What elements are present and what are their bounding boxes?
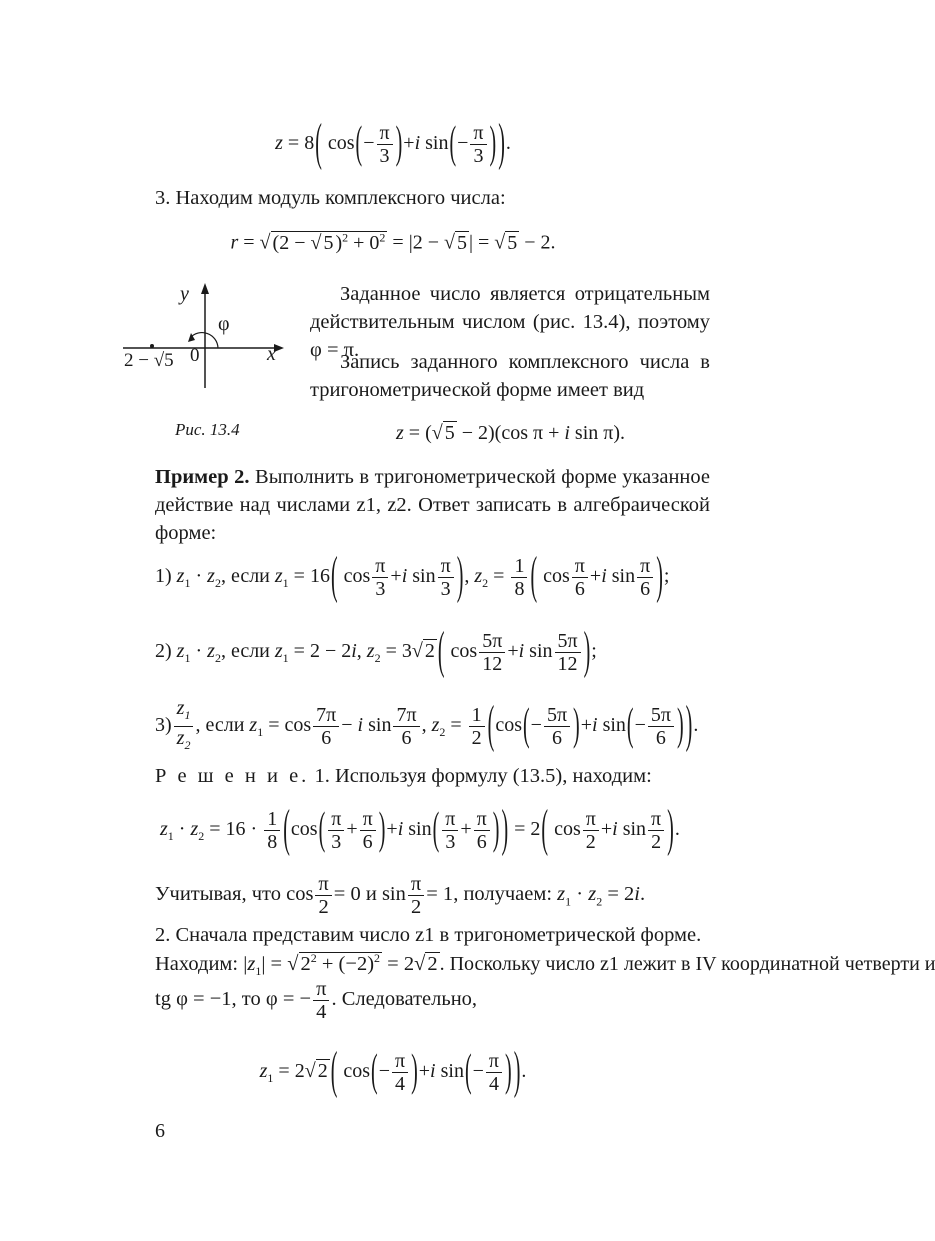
formula-trig: z = (√ 5 − 2)(cos π + i sin π). <box>396 422 626 444</box>
origin-label: 0 <box>190 345 200 366</box>
step2-text: 2. Сначала представим число z1 в тригонометрической форме. <box>155 924 702 946</box>
tg-line: tg φ = −1, то φ = − $\frac{\pi}{4}$ . Следовательно, <box>155 978 478 1023</box>
formula-z1-final: $z_1 = 2√$ 2 ( cos(− $\frac{\pi}{4}$ )+i sin(− $\frac{\pi}{4}$ ) ). <box>259 1042 527 1100</box>
point-marker <box>150 344 154 348</box>
y-axis-arrow-icon <box>201 283 209 294</box>
formula-r: r = √ (2 − √ 5 )$^2 + 0^2 = |2$ − √ 5 | = √ 5 − 2. <box>230 230 556 254</box>
example2-text: Выполнить в тригонометрической форме указанное действие над числами z1, z2. Ответ записать в алгебраической форме: <box>155 466 710 544</box>
solution-text: 1. Используя формулу (13.5), находим: <box>314 765 652 787</box>
solution-label: Р е ш е н и е. <box>155 765 310 787</box>
example2-label: Пример 2. <box>155 466 250 488</box>
side-text-1: Заданное число является отрицательным действительным числом (рис. 13.4), поэтому φ = π. <box>310 283 710 361</box>
considering-line: Учитывая, что cos $\frac{\pi}{2}$ = 0 и sin $\frac{\pi}{2}$ = 1, получаем: $z_1 \cdot z_2 = 2i$. <box>155 873 646 918</box>
page-number: 6 <box>155 1120 165 1142</box>
find-line: Находим: $|z_1| = √2^2 + (-2)^2 = 2√2$ . Поскольку число z1 лежит в IV координатной четверти и <box>155 951 935 978</box>
step3-text: 3. Находим модуль комплексного числа: <box>155 187 506 209</box>
point-label: 2 − √5 <box>124 350 174 371</box>
formula-z-top: z = 8( cos(− $\frac{\pi}{3}$ )+i sin(− $\frac{\pi}{3}$ ) ). <box>275 114 511 172</box>
solution-line <box>155 762 710 790</box>
side-text-2: Запись заданного комплексного числа в тригонометрической форме имеет вид <box>310 351 710 401</box>
task-2: 2) $z_1 \cdot z_2$, если $z_1 = 2 - 2i$, $z_2 = 3√$ 2 ( cos $\frac{5\pi}{12}$ +i sin $\frac{5\pi}{12}$ ); <box>155 622 597 680</box>
axis-y-label: y <box>180 283 189 305</box>
example2-paragraph <box>155 463 710 547</box>
figure-13-4 <box>118 280 288 395</box>
angle-label: φ <box>218 313 230 335</box>
figure-caption: Рис. 13.4 <box>175 420 240 439</box>
formula-product: $z_1 \cdot z_2 = 16$ · $\frac{1}{8}$ (cos( $\frac{\pi}{3}$ + $\frac{\pi}{6}$ )+i sin( $\frac{\pi}{3}$ + $\frac{\pi}{6}$ ) ) = 2( cos $\frac{\pi}{2}$ +i sin $\frac{\pi}{2}$ ). <box>160 800 680 858</box>
task-1: 1) $z_1 \cdot z_2$, если $z_1 = 16$( cos $\frac{\pi}{3}$ +i sin $\frac{\pi}{3}$ ), $z_2$ = $\frac{1}{8}$ ( cos $\frac{\pi}{6}$ +i sin $\frac{\pi}{6}$ ); <box>155 547 670 605</box>
task-3: 3) $\frac{z_1}{z_2}$ , если $z_1 = \cos$ $\frac{7\pi}{6}$ − i sin $\frac{7\pi}{6}$ , $z_2$ = $\frac{1}{2}$ (cos(− $\frac{5\pi}{6}$ )+i sin(− $\frac{5\pi}{6}$ ) ). <box>155 696 699 754</box>
axis-x-label: x <box>267 343 276 365</box>
